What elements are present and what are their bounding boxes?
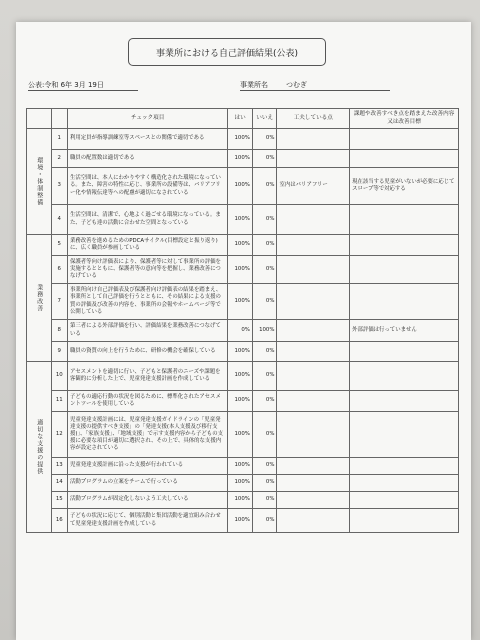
evaluation-table	[26, 108, 459, 533]
row-item-text: 利用定員が指導訓練室等スペースとの関係で適切である	[67, 129, 227, 150]
header-blank	[27, 109, 52, 129]
row-improve	[350, 391, 459, 412]
header-blank	[51, 109, 67, 129]
table-row	[27, 129, 459, 150]
row-improve	[350, 205, 459, 235]
row-yes-value: 100%	[228, 235, 253, 256]
row-no-value: 0%	[252, 129, 277, 150]
table-row	[27, 492, 459, 509]
row-improve	[350, 342, 459, 362]
document-title	[128, 38, 326, 66]
row-effort	[277, 235, 350, 256]
row-effort	[277, 256, 350, 284]
row-yes-value: 100%	[228, 509, 253, 533]
row-no-value: 0%	[252, 342, 277, 362]
table-row	[27, 205, 459, 235]
table-row	[27, 362, 459, 391]
row-improve	[350, 412, 459, 458]
row-yes-value: 100%	[228, 475, 253, 492]
row-effort	[277, 284, 350, 320]
office-name: つむぎ	[286, 81, 307, 89]
row-effort	[277, 412, 350, 458]
row-effort	[277, 458, 350, 475]
row-no-value: 0%	[252, 458, 277, 475]
table-row	[27, 320, 459, 342]
row-no-value: 0%	[252, 256, 277, 284]
table-row	[27, 391, 459, 412]
row-effort	[277, 391, 350, 412]
row-number: 3	[51, 168, 67, 205]
row-effort	[277, 205, 350, 235]
row-number: 13	[51, 458, 67, 475]
category-environment: 環境・体制整備	[27, 129, 52, 235]
header-no: いいえ	[252, 109, 277, 129]
table-header-row	[27, 109, 459, 129]
office-underline	[240, 90, 390, 91]
row-number: 2	[51, 150, 67, 168]
table-row	[27, 458, 459, 475]
row-effort	[277, 342, 350, 362]
row-improve	[350, 235, 459, 256]
header-item: チェック項目	[67, 109, 227, 129]
header-improve: 課題や改善すべき点を踏まえた改善内容又は改善目標	[350, 109, 459, 129]
row-no-value: 0%	[252, 205, 277, 235]
row-number: 16	[51, 509, 67, 533]
row-yes-value: 100%	[228, 412, 253, 458]
row-improve	[350, 129, 459, 150]
row-improve	[350, 458, 459, 475]
row-yes-value: 0%	[228, 320, 253, 342]
row-improve	[350, 475, 459, 492]
table-row	[27, 342, 459, 362]
row-item-text: 生活空間は、本人にわかりやすく構造化された環境になっている。また、障害の特性に応じ、事業所の設備等は、バリアフリー化や情報伝達等への配慮が適切になされている	[67, 168, 227, 205]
row-effort	[277, 475, 350, 492]
row-number: 4	[51, 205, 67, 235]
row-item-text: 生活空間は、清潔で、心地よく過ごせる環境になっている。また、子ども達の活動に合わせた空間となっている	[67, 205, 227, 235]
row-no-value: 0%	[252, 150, 277, 168]
row-improve	[350, 492, 459, 509]
row-improve	[350, 256, 459, 284]
row-yes-value: 100%	[228, 458, 253, 475]
row-effort	[277, 320, 350, 342]
row-number: 12	[51, 412, 67, 458]
header-yes: はい	[228, 109, 253, 129]
row-number: 5	[51, 235, 67, 256]
row-yes-value: 100%	[228, 256, 253, 284]
row-item-text: 業務改善を進めるためのPDCAサイクル(目標設定と振り返り)に、広く職員が参画している	[67, 235, 227, 256]
row-item-text: 活動プログラムの立案をチームで行っている	[67, 475, 227, 492]
row-effort	[277, 150, 350, 168]
row-effort	[277, 362, 350, 391]
row-number: 6	[51, 256, 67, 284]
row-item-text: 職員の配置数は適切である	[67, 150, 227, 168]
row-yes-value: 100%	[228, 168, 253, 205]
row-no-value: 0%	[252, 492, 277, 509]
row-no-value: 0%	[252, 362, 277, 391]
row-number: 11	[51, 391, 67, 412]
row-number: 1	[51, 129, 67, 150]
row-yes-value: 100%	[228, 362, 253, 391]
row-yes-value: 100%	[228, 129, 253, 150]
row-item-text: 第三者による外部評価を行い、評価結果を業務改善につなげている	[67, 320, 227, 342]
row-no-value: 0%	[252, 235, 277, 256]
row-no-value: 0%	[252, 391, 277, 412]
table-row	[27, 509, 459, 533]
table-row	[27, 475, 459, 492]
table-row	[27, 256, 459, 284]
row-item-text: 職員の資質の向上を行うために、研修の機会を確保している	[67, 342, 227, 362]
row-improve	[350, 150, 459, 168]
row-improve	[350, 362, 459, 391]
row-no-value: 0%	[252, 475, 277, 492]
row-improve	[350, 284, 459, 320]
row-number: 15	[51, 492, 67, 509]
row-yes-value: 100%	[228, 150, 253, 168]
document-title-text: 事業所における自己評価結果(公表)	[155, 48, 299, 59]
row-improve	[350, 509, 459, 533]
row-number: 7	[51, 284, 67, 320]
row-effort	[277, 129, 350, 150]
table-row	[27, 284, 459, 320]
office-label: 事業所名	[240, 81, 268, 89]
row-number: 10	[51, 362, 67, 391]
row-improve: 現在該当する児童がいないが必要に応じてスロープ等で対応する	[350, 168, 459, 205]
row-number: 14	[51, 475, 67, 492]
row-yes-value: 100%	[228, 391, 253, 412]
table-row	[27, 150, 459, 168]
row-effort	[277, 509, 350, 533]
row-effort	[277, 492, 350, 509]
row-item-text: 事業所向け自己評価表及び保護者向け評価表の結果を踏まえ、事業所として自己評価を行うとともに、その結果による支援の質の評価及び改善の内容を、事業所の会報やホームページ等で公開している	[67, 284, 227, 320]
table-row	[27, 235, 459, 256]
row-item-text: 児童発達支援計画に沿った支援が行われている	[67, 458, 227, 475]
row-item-text: アセスメントを適切に行い、子どもと保護者のニーズや課題を客観的に分析した上で、児童発達支援計画を作成している	[67, 362, 227, 391]
row-yes-value: 100%	[228, 205, 253, 235]
publish-underline	[28, 90, 138, 91]
row-number: 8	[51, 320, 67, 342]
header-effort: 工夫している点	[277, 109, 350, 129]
row-no-value: 0%	[252, 284, 277, 320]
row-item-text: 保護者等向け評価表により、保護者等に対して事業所の評価を実施するとともに、保護者等の意向等を把握し、業務改善につなげている	[67, 256, 227, 284]
row-no-value: 0%	[252, 509, 277, 533]
row-yes-value: 100%	[228, 492, 253, 509]
category-operations: 業務改善	[27, 235, 52, 362]
row-item-text: 児童発達支援計画には、児童発達支援ガイドラインの「児童発達支援の提供すべき支援」の「発達支援(本人支援及び移行支援)」、「家族支援」、「地域支援」で示す支援内容から子どもの支援に必要な項目が適切に選択され、その上で、具体的な支援内容が設定されている	[67, 412, 227, 458]
table-row	[27, 168, 459, 205]
category-support: 適切な支援の提供	[27, 362, 52, 533]
row-no-value: 100%	[252, 320, 277, 342]
row-item-text: 子どもの適応行動の状況を図るために、標準化されたアセスメントツールを使用している	[67, 391, 227, 412]
row-improve: 外部評価は行っていません	[350, 320, 459, 342]
publish-date: 公表:令和 6年 3月 19日	[28, 81, 104, 89]
row-no-value: 0%	[252, 168, 277, 205]
row-no-value: 0%	[252, 412, 277, 458]
row-item-text: 活動プログラムが固定化しないよう工夫している	[67, 492, 227, 509]
row-effort: 室内はバリアフリー	[277, 168, 350, 205]
table-row	[27, 412, 459, 458]
row-item-text: 子どもの状況に応じて、個別活動と集団活動を適宜組み合わせて児童発達支援計画を作成している	[67, 509, 227, 533]
row-number: 9	[51, 342, 67, 362]
row-yes-value: 100%	[228, 342, 253, 362]
row-yes-value: 100%	[228, 284, 253, 320]
